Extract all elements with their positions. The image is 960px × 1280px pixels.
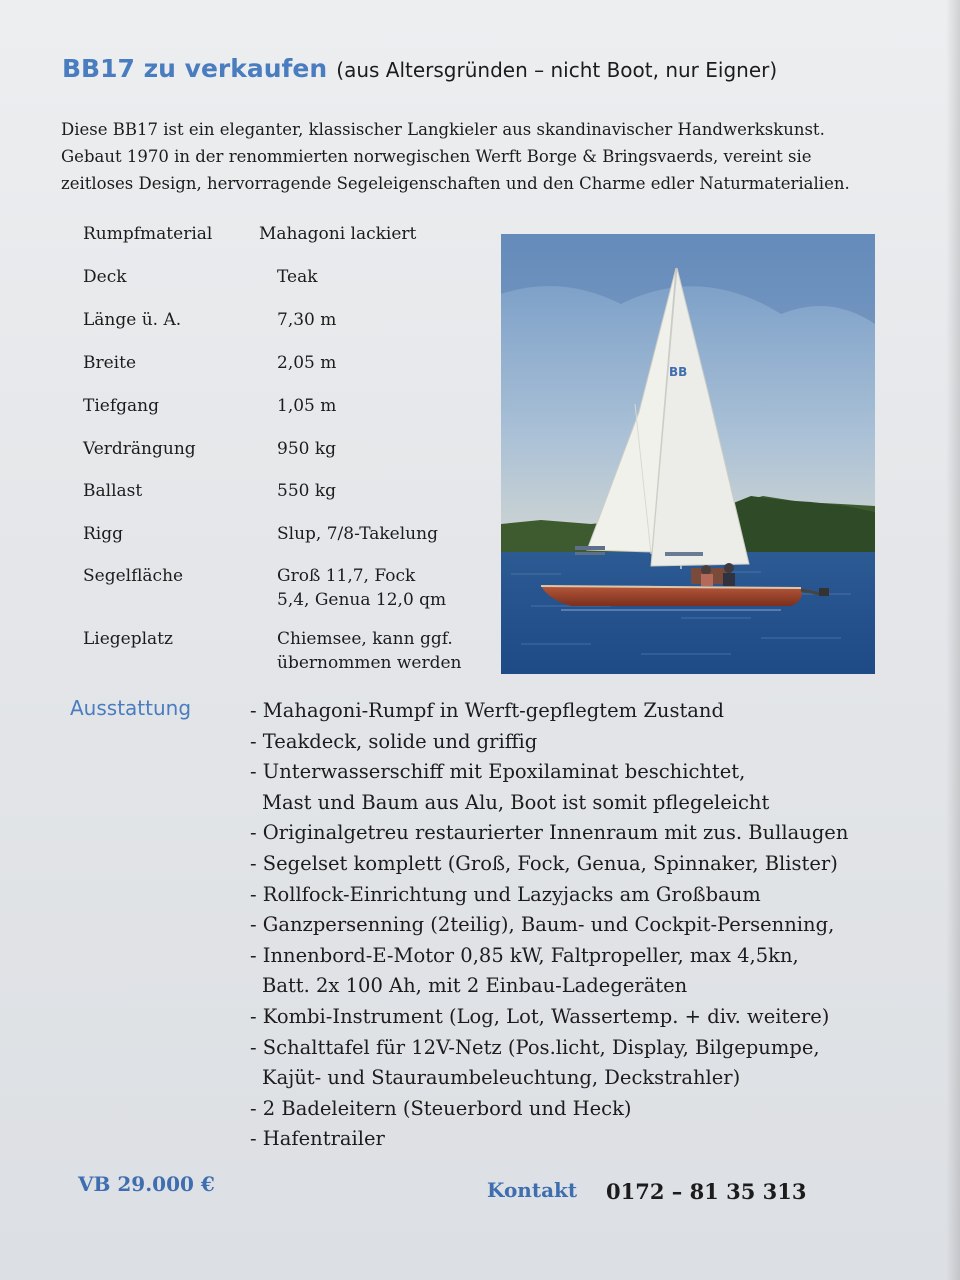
spec-label: Breite <box>83 353 137 373</box>
spec-label: Ballast <box>83 481 143 501</box>
spec-value: Teak <box>277 267 318 287</box>
list-item: - Ganzpersenning (2teilig), Baum- und Cockpit-Persenning, <box>250 913 835 937</box>
title-main: BB17 zu verkaufen <box>62 54 328 83</box>
contact-label: Kontakt <box>487 1178 578 1202</box>
sailboat-photo <box>501 234 875 674</box>
spec-value: 550 kg <box>277 481 337 501</box>
spec-value: Mahagoni lackiert <box>259 224 417 244</box>
paper-edge-shadow <box>946 0 960 1280</box>
spec-value: 950 kg <box>277 439 337 459</box>
list-item: - Hafentrailer <box>250 1127 385 1151</box>
spec-label: Verdrängung <box>83 439 196 459</box>
feature-list <box>250 696 900 1155</box>
list-item: - Kombi-Instrument (Log, Lot, Wassertemp. + div. weitere) <box>250 1004 830 1028</box>
list-item: - Teakdeck, solide und griffig <box>250 729 538 753</box>
title-subtitle: (aus Altersgründen – nicht Boot, nur Eigner) <box>336 58 778 82</box>
spec-value: Slup, 7/8-Takelung <box>277 524 438 544</box>
page-title <box>62 54 777 83</box>
list-item: - Unterwasserschiff mit Epoxilaminat beschichtet, Mast und Baum aus Alu, Boot ist somit pflegeleicht <box>250 760 770 814</box>
intro-paragraph: Diese BB17 ist ein eleganter, klassischer Langkieler aus skandinavischer Handwerkskunst. Gebaut 1970 in der renommierten norwegischen Werft Borge & Bringsvaerds, vereint sie zeitloses Design, hervorragende Segeleigenschaften und den Charme edler Naturmaterialien. <box>61 120 850 193</box>
spec-value: Chiemsee, kann ggf. übernommen werden <box>277 629 462 673</box>
list-item: - Rollfock-Einrichtung und Lazyjacks am Großbaum <box>250 882 761 906</box>
sail-number: BB <box>669 365 688 379</box>
contact-phone: 0172 – 81 35 313 <box>606 1179 807 1204</box>
spec-label: Rumpfmaterial <box>83 224 213 244</box>
spec-label: Rigg <box>83 524 124 544</box>
spec-value: 7,30 m <box>277 310 337 330</box>
list-item: - Mahagoni-Rumpf in Werft-gepflegtem Zustand <box>250 699 724 722</box>
price: VB 29.000 € <box>78 1172 215 1196</box>
spec-label: Tiefgang <box>83 396 159 416</box>
list-item: - Innenbord-E-Motor 0,85 kW, Faltpropeller, max 4,5kn, Batt. 2x 100 Ah, mit 2 Einbau-Ladegeräten <box>250 943 799 998</box>
spec-label: Deck <box>83 267 127 287</box>
spec-label: Länge ü. A. <box>83 310 182 330</box>
list-item: - 2 Badeleitern (Steuerbord und Heck) <box>250 1096 632 1120</box>
section-label-ausstattung: Ausstattung <box>70 696 192 720</box>
list-item: - Originalgetreu restaurierter Innenraum mit zus. Bullaugen <box>250 821 849 845</box>
list-item: - Schalttafel für 12V-Netz (Pos.licht, Display, Bilgepumpe, Kajüt- und Stauraumbeleuchtung, Deckstrahler) <box>250 1035 820 1090</box>
spec-label: Liegeplatz <box>83 629 173 649</box>
spec-value: 1,05 m <box>277 396 337 416</box>
spec-value: 2,05 m <box>277 353 337 373</box>
spec-label: Segelfläche <box>83 566 184 586</box>
list-item: - Segelset komplett (Groß, Fock, Genua, Spinnaker, Blister) <box>250 851 838 875</box>
spec-value: Groß 11,7, Fock 5,4, Genua 12,0 qm <box>277 566 447 610</box>
